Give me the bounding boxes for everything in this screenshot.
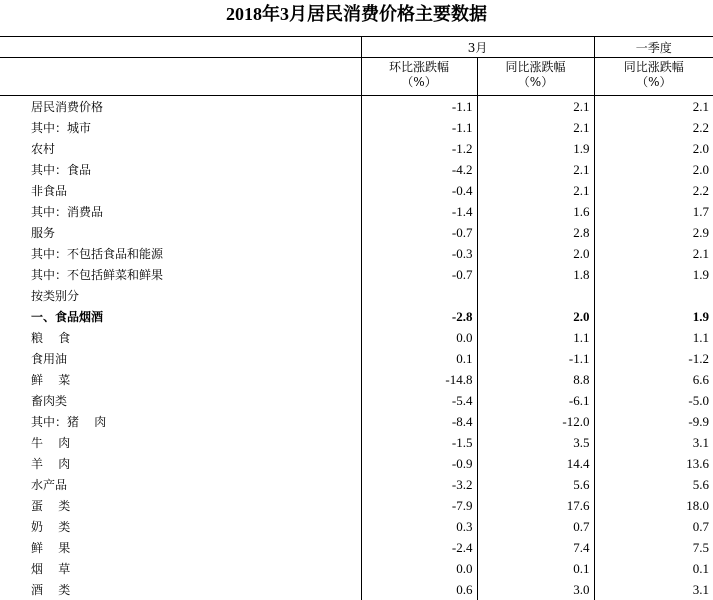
header-col-yoy [477,58,594,96]
yoy-value: 2.8 [477,222,594,243]
table-row [0,285,713,306]
table-row [0,159,713,180]
yoy-value: 2.0 [477,306,594,327]
header-group-q1: 一季度 [594,37,713,58]
row-label: 畜肉类 [0,390,361,411]
table-row [0,264,713,285]
q1-value: 3.1 [594,579,713,600]
mom-value: -8.4 [361,411,477,432]
yoy-value: -12.0 [477,411,594,432]
yoy-value: 2.1 [477,117,594,138]
yoy-value: 1.1 [477,327,594,348]
table-row [0,201,713,222]
row-label: 粮 食 [0,327,361,348]
table-row [0,180,713,201]
q1-value: 6.6 [594,369,713,390]
row-label: 其中：消费品 [0,201,361,222]
mom-value: -1.2 [361,138,477,159]
yoy-value: 17.6 [477,495,594,516]
header-col-mom-unit: （%） [362,75,477,90]
row-label: 奶 类 [0,516,361,537]
mom-value: 0.3 [361,516,477,537]
table-body [0,96,713,600]
row-label: 水产品 [0,474,361,495]
table-row [0,579,713,600]
mom-value: -2.8 [361,306,477,327]
row-label: 农村 [0,138,361,159]
yoy-value: 2.1 [477,159,594,180]
mom-value: -3.2 [361,474,477,495]
table-row [0,327,713,348]
header-col-q1-yoy [594,58,713,96]
cpi-table [0,36,713,600]
row-label: 其中：不包括食品和能源 [0,243,361,264]
header-group-march: 3月 [361,37,594,58]
header-blank [0,37,361,58]
q1-value: 2.9 [594,222,713,243]
q1-value: -1.2 [594,348,713,369]
row-label: 其中：食品 [0,159,361,180]
row-label: 按类别分 [0,285,361,306]
mom-value: 0.1 [361,348,477,369]
yoy-value: 14.4 [477,453,594,474]
yoy-value: 1.6 [477,201,594,222]
q1-value: 1.9 [594,306,713,327]
header-col-mom-label: 环比涨跌幅 [362,60,477,75]
header-col-yoy-unit: （%） [478,75,594,90]
table-row [0,558,713,579]
table-row [0,369,713,390]
mom-value: -0.9 [361,453,477,474]
q1-value: 0.1 [594,558,713,579]
mom-value: -1.4 [361,201,477,222]
q1-value: 3.1 [594,432,713,453]
row-label: 牛 肉 [0,432,361,453]
yoy-value: 1.9 [477,138,594,159]
q1-value: 2.0 [594,159,713,180]
mom-value: -14.8 [361,369,477,390]
q1-value: 13.6 [594,453,713,474]
yoy-value: 2.1 [477,180,594,201]
mom-value: -0.4 [361,180,477,201]
table-row [0,96,713,118]
mom-value: -0.7 [361,264,477,285]
yoy-value: 7.4 [477,537,594,558]
q1-value: -5.0 [594,390,713,411]
table-row [0,432,713,453]
mom-value: -1.5 [361,432,477,453]
table-row [0,537,713,558]
row-label: 蛋 类 [0,495,361,516]
table-row [0,138,713,159]
row-label: 非食品 [0,180,361,201]
mom-value: 0.0 [361,558,477,579]
yoy-value: 3.0 [477,579,594,600]
row-label: 居民消费价格 [0,96,361,118]
row-label: 食用油 [0,348,361,369]
row-label: 烟 草 [0,558,361,579]
table-row [0,117,713,138]
yoy-value: 2.1 [477,96,594,118]
q1-value: 2.2 [594,117,713,138]
table-row [0,453,713,474]
yoy-value: 3.5 [477,432,594,453]
q1-value: 1.9 [594,264,713,285]
page-title: 2018年3月居民消费价格主要数据 [0,2,713,26]
mom-value: -1.1 [361,117,477,138]
header-col-yoy-label: 同比涨跌幅 [478,60,594,75]
q1-value: 7.5 [594,537,713,558]
table-row [0,306,713,327]
q1-value: 2.1 [594,96,713,118]
row-label: 鲜 菜 [0,369,361,390]
row-label: 鲜 果 [0,537,361,558]
q1-value: 1.1 [594,327,713,348]
row-label: 一、食品烟酒 [0,306,361,327]
header-col-mom [361,58,477,96]
q1-value: 1.7 [594,201,713,222]
row-label: 其中：城市 [0,117,361,138]
row-label: 其中：不包括鲜菜和鲜果 [0,264,361,285]
table-row [0,348,713,369]
mom-value: -5.4 [361,390,477,411]
row-label: 羊 肉 [0,453,361,474]
yoy-value: 8.8 [477,369,594,390]
table-row [0,222,713,243]
q1-value: 2.2 [594,180,713,201]
mom-value: -0.3 [361,243,477,264]
table-row [0,495,713,516]
mom-value: -2.4 [361,537,477,558]
table-row [0,390,713,411]
q1-value [594,285,713,306]
table-row [0,411,713,432]
q1-value: 2.0 [594,138,713,159]
mom-value: -7.9 [361,495,477,516]
table-row [0,474,713,495]
yoy-value: 2.0 [477,243,594,264]
yoy-value: -6.1 [477,390,594,411]
mom-value: 0.6 [361,579,477,600]
mom-value: 0.0 [361,327,477,348]
mom-value: -0.7 [361,222,477,243]
header-blank-2 [0,58,361,96]
q1-value: 0.7 [594,516,713,537]
mom-value: -1.1 [361,96,477,118]
q1-value: -9.9 [594,411,713,432]
yoy-value: 0.1 [477,558,594,579]
q1-value: 5.6 [594,474,713,495]
mom-value: -4.2 [361,159,477,180]
row-label: 酒 类 [0,579,361,600]
yoy-value [477,285,594,306]
yoy-value: 1.8 [477,264,594,285]
yoy-value: 0.7 [477,516,594,537]
table-row [0,243,713,264]
header-col-q1-unit: （%） [595,75,713,90]
q1-value: 18.0 [594,495,713,516]
yoy-value: -1.1 [477,348,594,369]
table-row [0,516,713,537]
yoy-value: 5.6 [477,474,594,495]
header-col-q1-label: 同比涨跌幅 [595,60,713,75]
mom-value [361,285,477,306]
row-label: 服务 [0,222,361,243]
row-label: 其中：猪 肉 [0,411,361,432]
q1-value: 2.1 [594,243,713,264]
